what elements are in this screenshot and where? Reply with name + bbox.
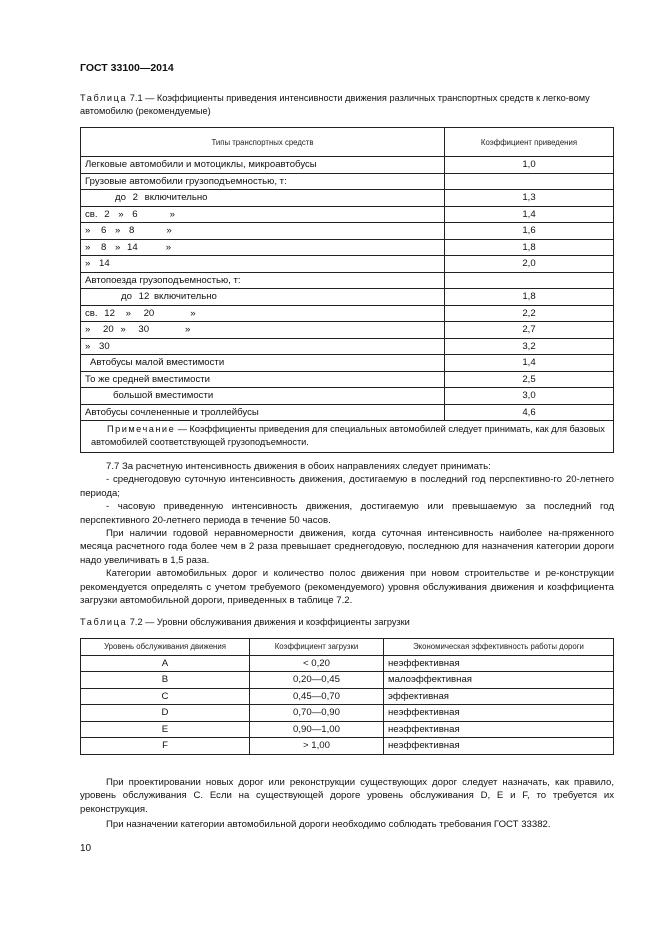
table-row: до 2 включительно 1,3 (81, 190, 614, 207)
table-row: св. 2 » 6 » 1,4 (81, 206, 614, 223)
table-row: большой вместимости 3,0 (81, 388, 614, 405)
table-row: » 14 2,0 (81, 256, 614, 273)
paragraph: Категории автомобильных дорог и количество полос движения при новом строительстве и ре-конструкции рекомендуется определять с учетом требуемого (рекомендуемого) уровня обслуживания движения и коэффициента загрузки автомобильной дороги, приведенных в таблице 7.2. (80, 568, 614, 607)
table2 (80, 638, 614, 755)
table-row: св. 12 » 20 » 2,2 (81, 305, 614, 322)
table2-header-row (81, 639, 614, 656)
paragraph: - часовую приведенную интенсивность движения, достигаемую или превышаемую за последний год перспективного 20-летнего периода в течение 50 часов. (80, 501, 614, 526)
table1-note: Примечание — Коэффициенты приведения для специальных автомобилей следует принимать, как для базовых автомобилей соответствующей грузоподъемности. (81, 421, 614, 453)
table2-col-header: Уровень обслуживания движения (81, 639, 250, 656)
paragraph: При проектировании новых дорог или реконструкции существующих дорог следует назначать, как правило, уровень обслуживания С. Если на существующей дороге уровень обслуживания D, E и F, то требуется их реконструкция. (80, 777, 614, 815)
table-row: D 0,70—0,90 неэффективная (81, 705, 614, 722)
table2-col-header: Экономическая эффективность работы дороги (384, 639, 614, 656)
table1 (80, 127, 614, 453)
paragraph: - среднегодовую суточную интенсивность движения, достигаемую в последний год перспективно-го 20-летнего периода; (80, 474, 614, 499)
table2-col-header: Коэффициент загрузки (250, 639, 384, 656)
body-text-2 (80, 776, 614, 832)
page-number: 10 (80, 843, 92, 854)
table-row: Автобусы сочлененные и троллейбусы 4,6 (81, 404, 614, 421)
table2-caption: Таблица 7.2 — Уровни обслуживания движения и коэффициенты загрузки (80, 617, 410, 627)
table-row: B 0,20—0,45 малоэффективная (81, 672, 614, 689)
table-row: » 30 3,2 (81, 338, 614, 355)
table-row: C 0,45—0,70 эффективная (81, 688, 614, 705)
table-row: F > 1,00 неэффективная (81, 738, 614, 755)
table1-col-header: Типы транспортных средств (81, 128, 445, 157)
table1-header-row (81, 128, 614, 157)
table-row: E 0,90—1,00 неэффективная (81, 721, 614, 738)
table1-caption: Таблица 7.1 — Коэффициенты приведения интенсивности движения различных транспортных средств к легко-вому автомобилю (рекомендуемые) (80, 93, 590, 116)
table-row: Легковые автомобили и мотоциклы, микроавтобусы 1,0 (81, 157, 614, 174)
table-row: » 8 » 14 » 1,8 (81, 239, 614, 256)
paragraph: При назначении категории автомобильной дороги необходимо соблюдать требования ГОСТ 33382. (106, 819, 551, 831)
body-text-1 (80, 460, 614, 607)
table-row: Автопоезда грузоподъемностью, т: (81, 272, 614, 289)
table-row: Автобусы малой вместимости 1,4 (81, 355, 614, 372)
table1-note-row (81, 421, 614, 453)
table1-col-header: Коэффициент приведения (445, 128, 614, 157)
paragraph: При наличии годовой неравномерности движения, когда суточная интенсивность наиболее на-пряженного месяца расчетного года более чем в 2 раза превышает среднегодовую, последнюю для назначения категории дороги надо увеличивать в 1,5 раза. (80, 528, 614, 566)
table-row: » 6 » 8 » 1,6 (81, 223, 614, 240)
table-row: A < 0,20 неэффективная (81, 655, 614, 672)
table-row: до 12 включительно 1,8 (81, 289, 614, 306)
paragraph: 7.7 За расчетную интенсивность движения в обоих направлениях следует принимать: (106, 461, 491, 472)
table-row: То же средней вместимости 2,5 (81, 371, 614, 388)
standard-header: ГОСТ 33100—2014 (80, 62, 174, 74)
table-row: Грузовые автомобили грузоподъемностью, т: (81, 173, 614, 190)
table-row: » 20 » 30 » 2,7 (81, 322, 614, 339)
